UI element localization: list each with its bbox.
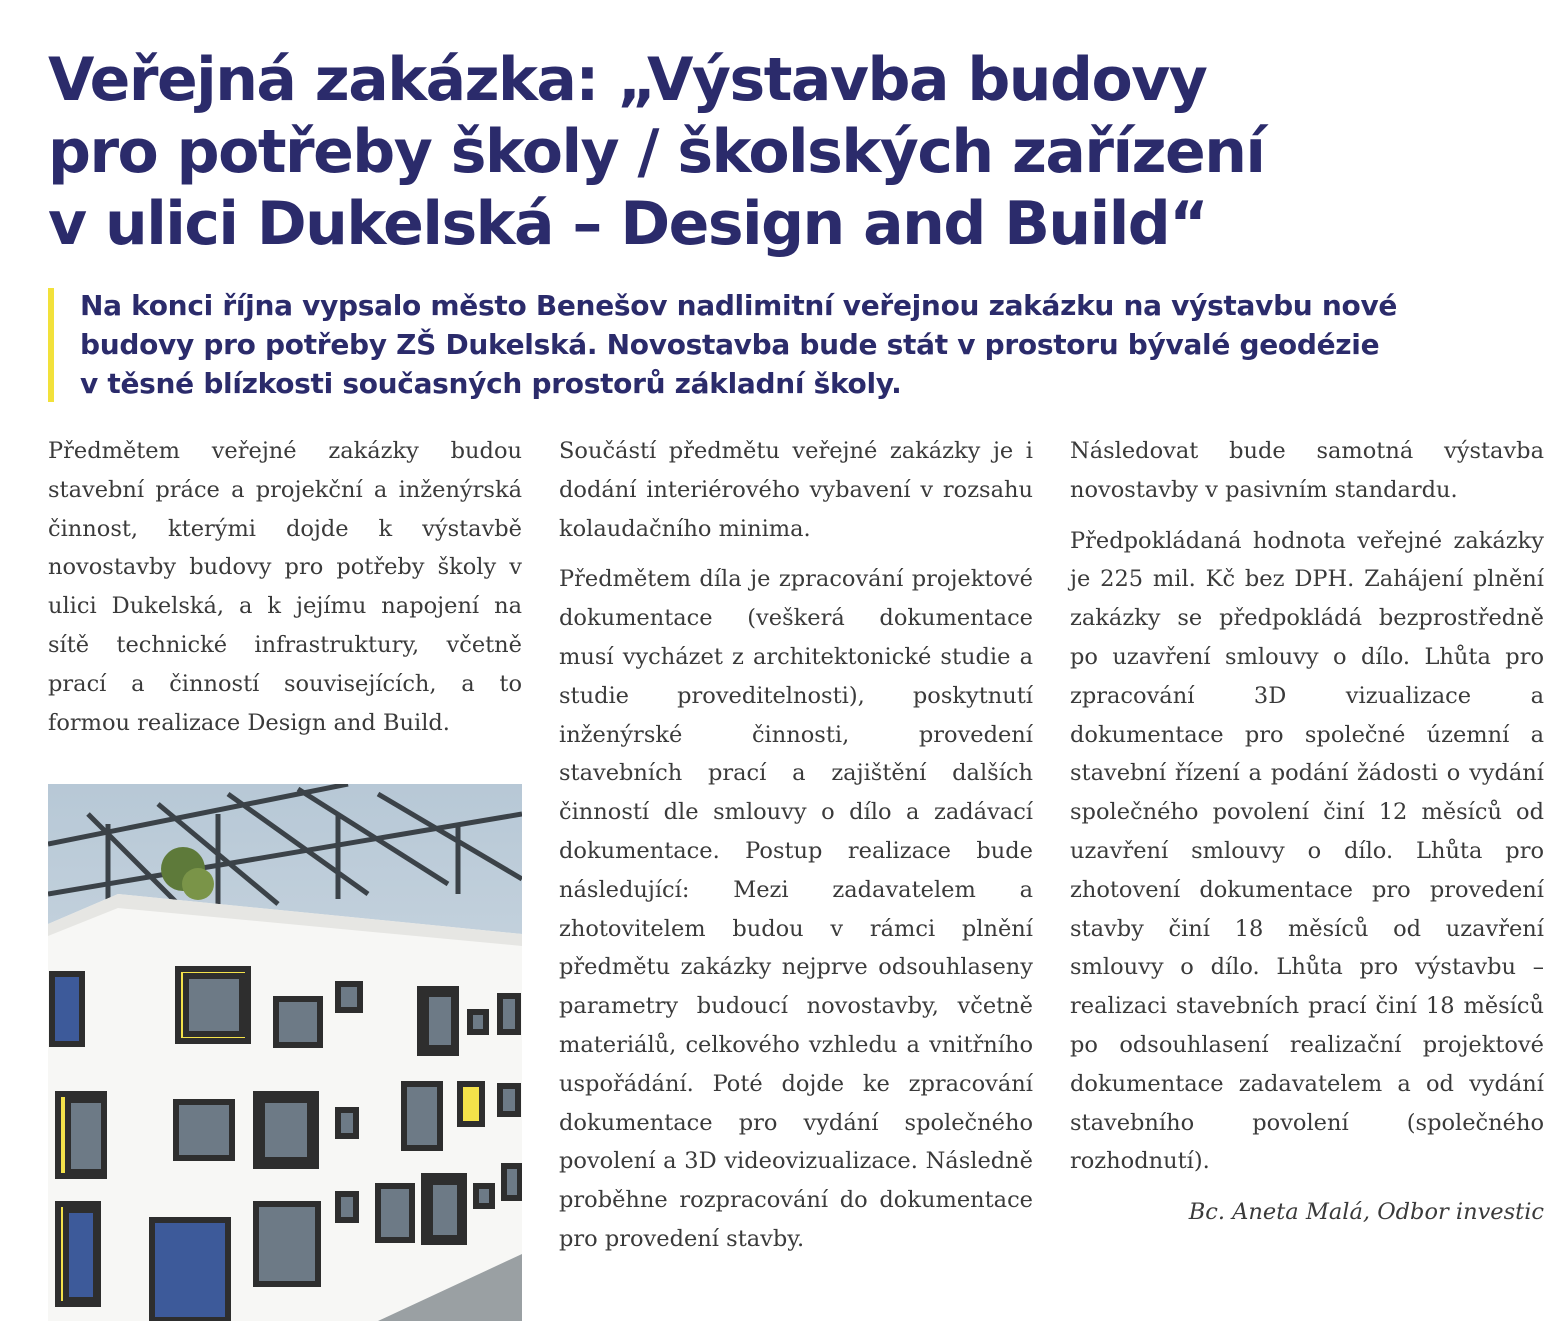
article-lead [80, 286, 1550, 403]
paragraph: Součástí předmětu veřejné zakázky je i dodání interiérového vybavení v rozsahu kolaudačního minima. [559, 438, 1033, 542]
lead-line: budovy pro potřeby ZŠ Dukelská. Novostavba bude stát v prostoru bývalé geodézie [80, 328, 1380, 361]
paragraph: Předmětem veřejné zakázky budou stavební práce a projekční a inženýrská činnost, kterými dojde k výstavbě novostavby budovy pro potřeby školy v ulici Dukelská, a k jejímu napojení na sítě technické infrastruktury, včetně prací a činností souvisejících, a to formou realizace Design and Build. [48, 438, 522, 736]
text-column-2 [559, 432, 1033, 1271]
headline-line: v ulici Dukelská – Design and Build“ [48, 189, 1208, 259]
text-column-3 [1070, 432, 1544, 1232]
building-rendering-image [48, 784, 522, 1321]
paragraph: Předmětem díla je zpracování projektové dokumentace (veškerá dokumentace musí vycházet z architektonické studie a studie proveditelnosti), poskytnutí inženýrské činnosti, provedení stavebních prací a zajištění dalších činností dle smlouvy o dílo a zadávací dokumentace. Postup realizace bude následující: Mezi zadavatelem a zhotovitelem budou v rámci plnění předmětu zakázky nejprve odsouhlaseny parametry budoucí novostavby, včetně materiálů, celkového vzhledu a vnitřního uspořádání. Poté dojde ke zpracování dokumentace pro vydání společného povolení a 3D videovizualizace. Následně proběhne rozpracování do dokumentace pro provedení stavby. [559, 566, 1033, 1252]
headline-line: pro potřeby školy / školských zařízení [48, 117, 1265, 187]
text-column-1 [48, 432, 522, 754]
lead-line: Na konci října vypsalo město Benešov nadlimitní veřejnou zakázku na výstavbu nové [80, 289, 1398, 322]
headline-line: Veřejná zakázka: „Výstavba budovy [48, 45, 1207, 115]
lead-accent-bar [48, 288, 54, 402]
paragraph: Předpokládaná hodnota veřejné zakázky je 225 mil. Kč bez DPH. Zahájení plnění zakázky se předpokládá bezprostředně po uzavření smlouvy o dílo. Lhůta pro zpracování 3D vizualizace a dokumentace pro společné územní a stavební řízení a podání žádosti o vydání společného povolení činí 12 měsíců od uzavření smlouvy o dílo. Lhůta pro zhotovení dokumentace pro provedení stavby činí 18 měsíců od uzavření smlouvy o dílo. Lhůta pro výstavbu – realizaci stavebních prací činí 18 měsíců po odsouhlasení realizační projektové dokumentace zadavatelem a od vydání stavebního povolení (společného rozhodnutí). [1070, 527, 1544, 1175]
lead-line: v těsné blízkosti současných prostorů základní školy. [80, 367, 902, 400]
author-signature: Bc. Aneta Malá, Odbor investic [1188, 1199, 1544, 1226]
article-headline [48, 44, 1488, 260]
paragraph: Následovat bude samotná výstavba novostavby v pasivním standardu. [1070, 438, 1544, 503]
